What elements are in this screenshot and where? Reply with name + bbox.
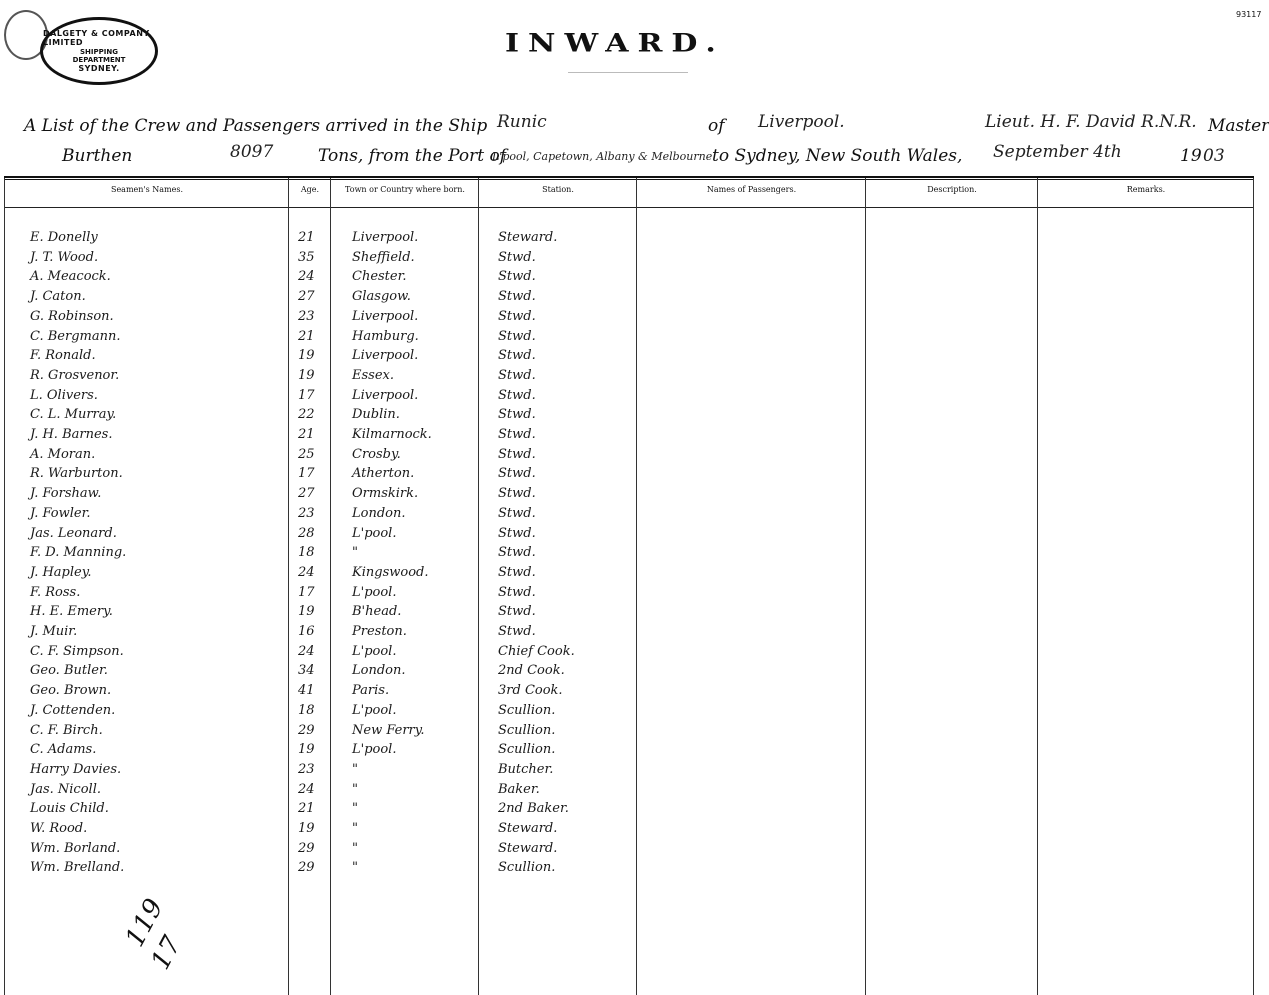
crew-age: 17 [298,466,315,482]
header-line1-prefix: A List of the Crew and Passengers arrived in the Ship [24,116,488,136]
table-row [0,427,640,447]
crew-name: Geo. Brown. [30,683,112,699]
table-row [0,821,640,841]
crew-name: R. Warburton. [30,466,123,482]
table-top-rule-inner [4,179,1254,180]
crew-age: 23 [298,308,315,324]
table-row [0,841,640,861]
crew-station: Stwd. [498,249,536,265]
crew-name: C. L. Murray. [30,407,117,423]
table-row [0,368,640,388]
crew-station: Stwd. [498,289,536,305]
table-row [0,466,640,486]
table-row [0,663,640,683]
table-row [0,486,640,506]
header-bottom-rule [4,207,1254,208]
year-prefix: 19 [1180,146,1202,166]
table-row [0,289,640,309]
crew-station: Stwd. [498,604,536,620]
crew-town: " [352,860,358,876]
destination-label: to Sydney, New South Wales, [712,146,963,166]
col-header-seamen: Seamen's Names. [110,185,184,194]
crew-station: Scullion. [498,722,556,738]
crew-age: 22 [298,407,315,423]
crew-town: Kilmarnock. [352,427,432,442]
crew-name: F. Ronald. [30,348,96,364]
crew-town: Sheffield. [352,249,415,265]
crew-age: 28 [298,525,315,541]
crew-name: J. H. Barnes. [30,427,113,442]
crew-age: 24 [298,269,315,285]
crew-name: F. D. Manning. [30,545,127,561]
crew-town: B'head. [352,604,402,620]
crew-town: L'pool. [352,643,397,659]
crew-station: 2nd Baker. [498,801,569,817]
col-header-passengers: Names of Passengers. [706,185,797,194]
from-port: L'pool, Capetown, Albany & Melbourne [492,150,713,163]
table-row [0,585,640,605]
crew-town: " [352,781,358,797]
table-row [0,230,640,250]
crew-name: J. T. Wood. [30,249,99,265]
crew-town: " [352,761,358,777]
crew-age: 18 [298,545,315,561]
tally-second: 17 [145,931,188,975]
crew-station: Stwd. [498,466,536,482]
crew-station: 3rd Cook. [498,683,563,699]
crew-name: Harry Davies. [30,761,122,777]
crew-station: Scullion. [498,702,556,718]
stamp-company: DALGETY & COMPANY, LIMITED [43,29,152,48]
crew-station: Stwd. [498,545,536,561]
crew-station: Stwd. [498,387,536,403]
crew-station: Baker. [498,781,540,797]
column-divider [865,178,866,995]
crew-station: Butcher. [498,761,554,777]
crew-age: 19 [298,742,315,758]
crew-name: J. Fowler. [30,505,91,521]
crew-town: Liverpool. [352,308,419,324]
crew-town: L'pool. [352,702,397,718]
crew-age: 23 [298,505,315,521]
crew-station: Stwd. [498,308,536,324]
crew-station: Stwd. [498,348,536,364]
crew-name: Jas. Nicoll. [30,781,101,797]
crew-name: Jas. Leonard. [30,525,117,541]
col-header-town: Town or Country where born. [345,185,465,194]
crew-age: 27 [298,289,315,305]
crew-age: 21 [298,801,315,817]
crew-age: 23 [298,761,315,777]
crew-name: C. F. Simpson. [30,643,124,659]
crew-town: Dublin. [352,407,400,423]
crew-name: G. Robinson. [30,308,114,324]
crew-age: 29 [298,722,315,738]
tally-first: 119 [119,894,170,952]
crew-name: R. Grosvenor. [30,367,120,383]
home-port: Liverpool. [758,112,845,132]
crew-name: W. Rood. [30,821,88,836]
table-row [0,644,640,664]
crew-town: New Ferry. [352,722,425,738]
crew-name: J. Caton. [30,289,86,305]
crew-station: Steward. [498,821,558,836]
crew-age: 41 [298,683,315,699]
table-row [0,742,640,762]
crew-town: " [352,840,358,856]
table-row [0,683,640,703]
master-name: Lieut. H. F. David R.N.R. [985,112,1197,132]
crew-town: Crosby. [352,446,401,462]
crew-town: Atherton. [352,466,415,482]
crew-town: " [352,545,358,561]
table-top-rule [4,176,1254,178]
stamp-shipping: SHIPPING [80,47,118,56]
crew-station: Stwd. [498,367,536,383]
crew-name: C. F. Birch. [30,722,103,738]
crew-age: 27 [298,486,315,502]
crew-age: 34 [298,663,315,679]
crew-age: 21 [298,230,315,245]
table-row [0,801,640,821]
crew-town: L'pool. [352,525,397,541]
crew-station: Stwd. [498,328,536,344]
table-row [0,407,640,427]
stamp-department: DEPARTMENT [72,55,126,64]
ship-name: Runic [497,112,547,132]
crew-age: 17 [298,584,315,600]
crew-age: 19 [298,367,315,383]
crew-age: 16 [298,624,315,639]
crew-name: E. Donelly [30,230,98,245]
crew-town: " [352,821,358,836]
table-row [0,860,640,880]
crew-station: Stwd. [498,269,536,285]
table-row [0,329,640,349]
crew-town: L'pool. [352,742,397,758]
crew-name: L. Olivers. [30,387,98,403]
table-row [0,526,640,546]
col-header-description: Description. [927,185,977,194]
crew-name: F. Ross. [30,584,81,600]
crew-station: Stwd. [498,525,536,541]
table-row [0,269,640,289]
reference-number: 93117 [1236,10,1262,19]
crew-station: Stwd. [498,486,536,502]
crew-station: Steward. [498,230,558,245]
table-row [0,703,640,723]
crew-age: 21 [298,427,315,442]
shipping-department-stamp [40,17,158,85]
crew-name: Wm. Borland. [30,840,121,856]
crew-age: 19 [298,604,315,620]
crew-town: Liverpool. [352,348,419,364]
table-row [0,348,640,368]
crew-town: Chester. [352,269,407,285]
table-row [0,506,640,526]
crew-age: 19 [298,348,315,364]
crew-station: Steward. [498,840,558,856]
crew-town: L'pool. [352,584,397,600]
crew-name: C. Bergmann. [30,328,121,344]
tonnage: 8097 [230,142,274,162]
crew-town: Essex. [352,367,394,383]
arrival-date: September 4th [993,142,1122,162]
crew-town: Paris. [352,683,390,699]
crew-age: 24 [298,564,315,580]
table-row [0,447,640,467]
crew-name: Wm. Brelland. [30,860,125,876]
stamp-city: SYDNEY. [78,63,120,73]
crew-town: Glasgow. [352,289,411,305]
master-label: Master [1208,116,1269,136]
crew-name: Geo. Butler. [30,663,108,679]
crew-station: Scullion. [498,860,556,876]
table-row [0,624,640,644]
table-row [0,545,640,565]
crew-name: A. Moran. [30,446,96,462]
table-row [0,309,640,329]
crew-town: Ormskirk. [352,486,419,502]
table-row [0,723,640,743]
crew-age: 21 [298,328,315,344]
crew-name: C. Adams. [30,742,97,758]
column-divider [1037,178,1038,995]
crew-town: London. [352,505,406,521]
crew-station: Chief Cook. [498,643,575,659]
table-row [0,565,640,585]
crew-name: A. Meacock. [30,269,111,285]
crew-station: Stwd. [498,624,536,639]
crew-age: 35 [298,249,315,265]
table-row [0,762,640,782]
crew-name: J. Forshaw. [30,486,102,502]
col-header-station: Station. [542,185,574,194]
page-title: INWARD. [505,28,725,59]
crew-name: J. Hapley. [30,564,92,580]
column-divider [1253,178,1254,995]
year-suffix: 03 [1203,146,1225,166]
crew-station: Stwd. [498,505,536,521]
crew-town: London. [352,663,406,679]
crew-name: J. Cottenden. [30,702,116,718]
crew-town: " [352,801,358,817]
crew-age: 17 [298,387,315,403]
table-row [0,782,640,802]
crew-age: 24 [298,781,315,797]
crew-station: Stwd. [498,407,536,423]
crew-name: Louis Child. [30,801,109,817]
crew-age: 29 [298,840,315,856]
crew-station: 2nd Cook. [498,663,565,679]
crew-name: J. Muir. [30,624,78,639]
crew-age: 29 [298,860,315,876]
crew-station: Scullion. [498,742,556,758]
table-row [0,604,640,624]
tons-label: Tons, from the Port of [318,146,507,166]
crew-town: Kingswood. [352,564,429,580]
crew-station: Stwd. [498,427,536,442]
crew-town: Liverpool. [352,230,419,245]
title-underline [568,72,688,73]
crew-station: Stwd. [498,584,536,600]
crew-age: 19 [298,821,315,836]
col-header-age: Age. [300,185,320,194]
crew-name: H. E. Emery. [30,604,113,620]
crew-town: Preston. [352,624,407,639]
col-header-remarks: Remarks. [1126,185,1166,194]
table-row [0,250,640,270]
crew-station: Stwd. [498,564,536,580]
crew-station: Stwd. [498,446,536,462]
burthen-label: Burthen [62,146,133,166]
table-row [0,388,640,408]
crew-age: 24 [298,643,315,659]
crew-age: 25 [298,446,315,462]
crew-town: Hamburg. [352,328,419,344]
crew-age: 18 [298,702,315,718]
of-label: of [708,116,725,136]
crew-town: Liverpool. [352,387,419,403]
